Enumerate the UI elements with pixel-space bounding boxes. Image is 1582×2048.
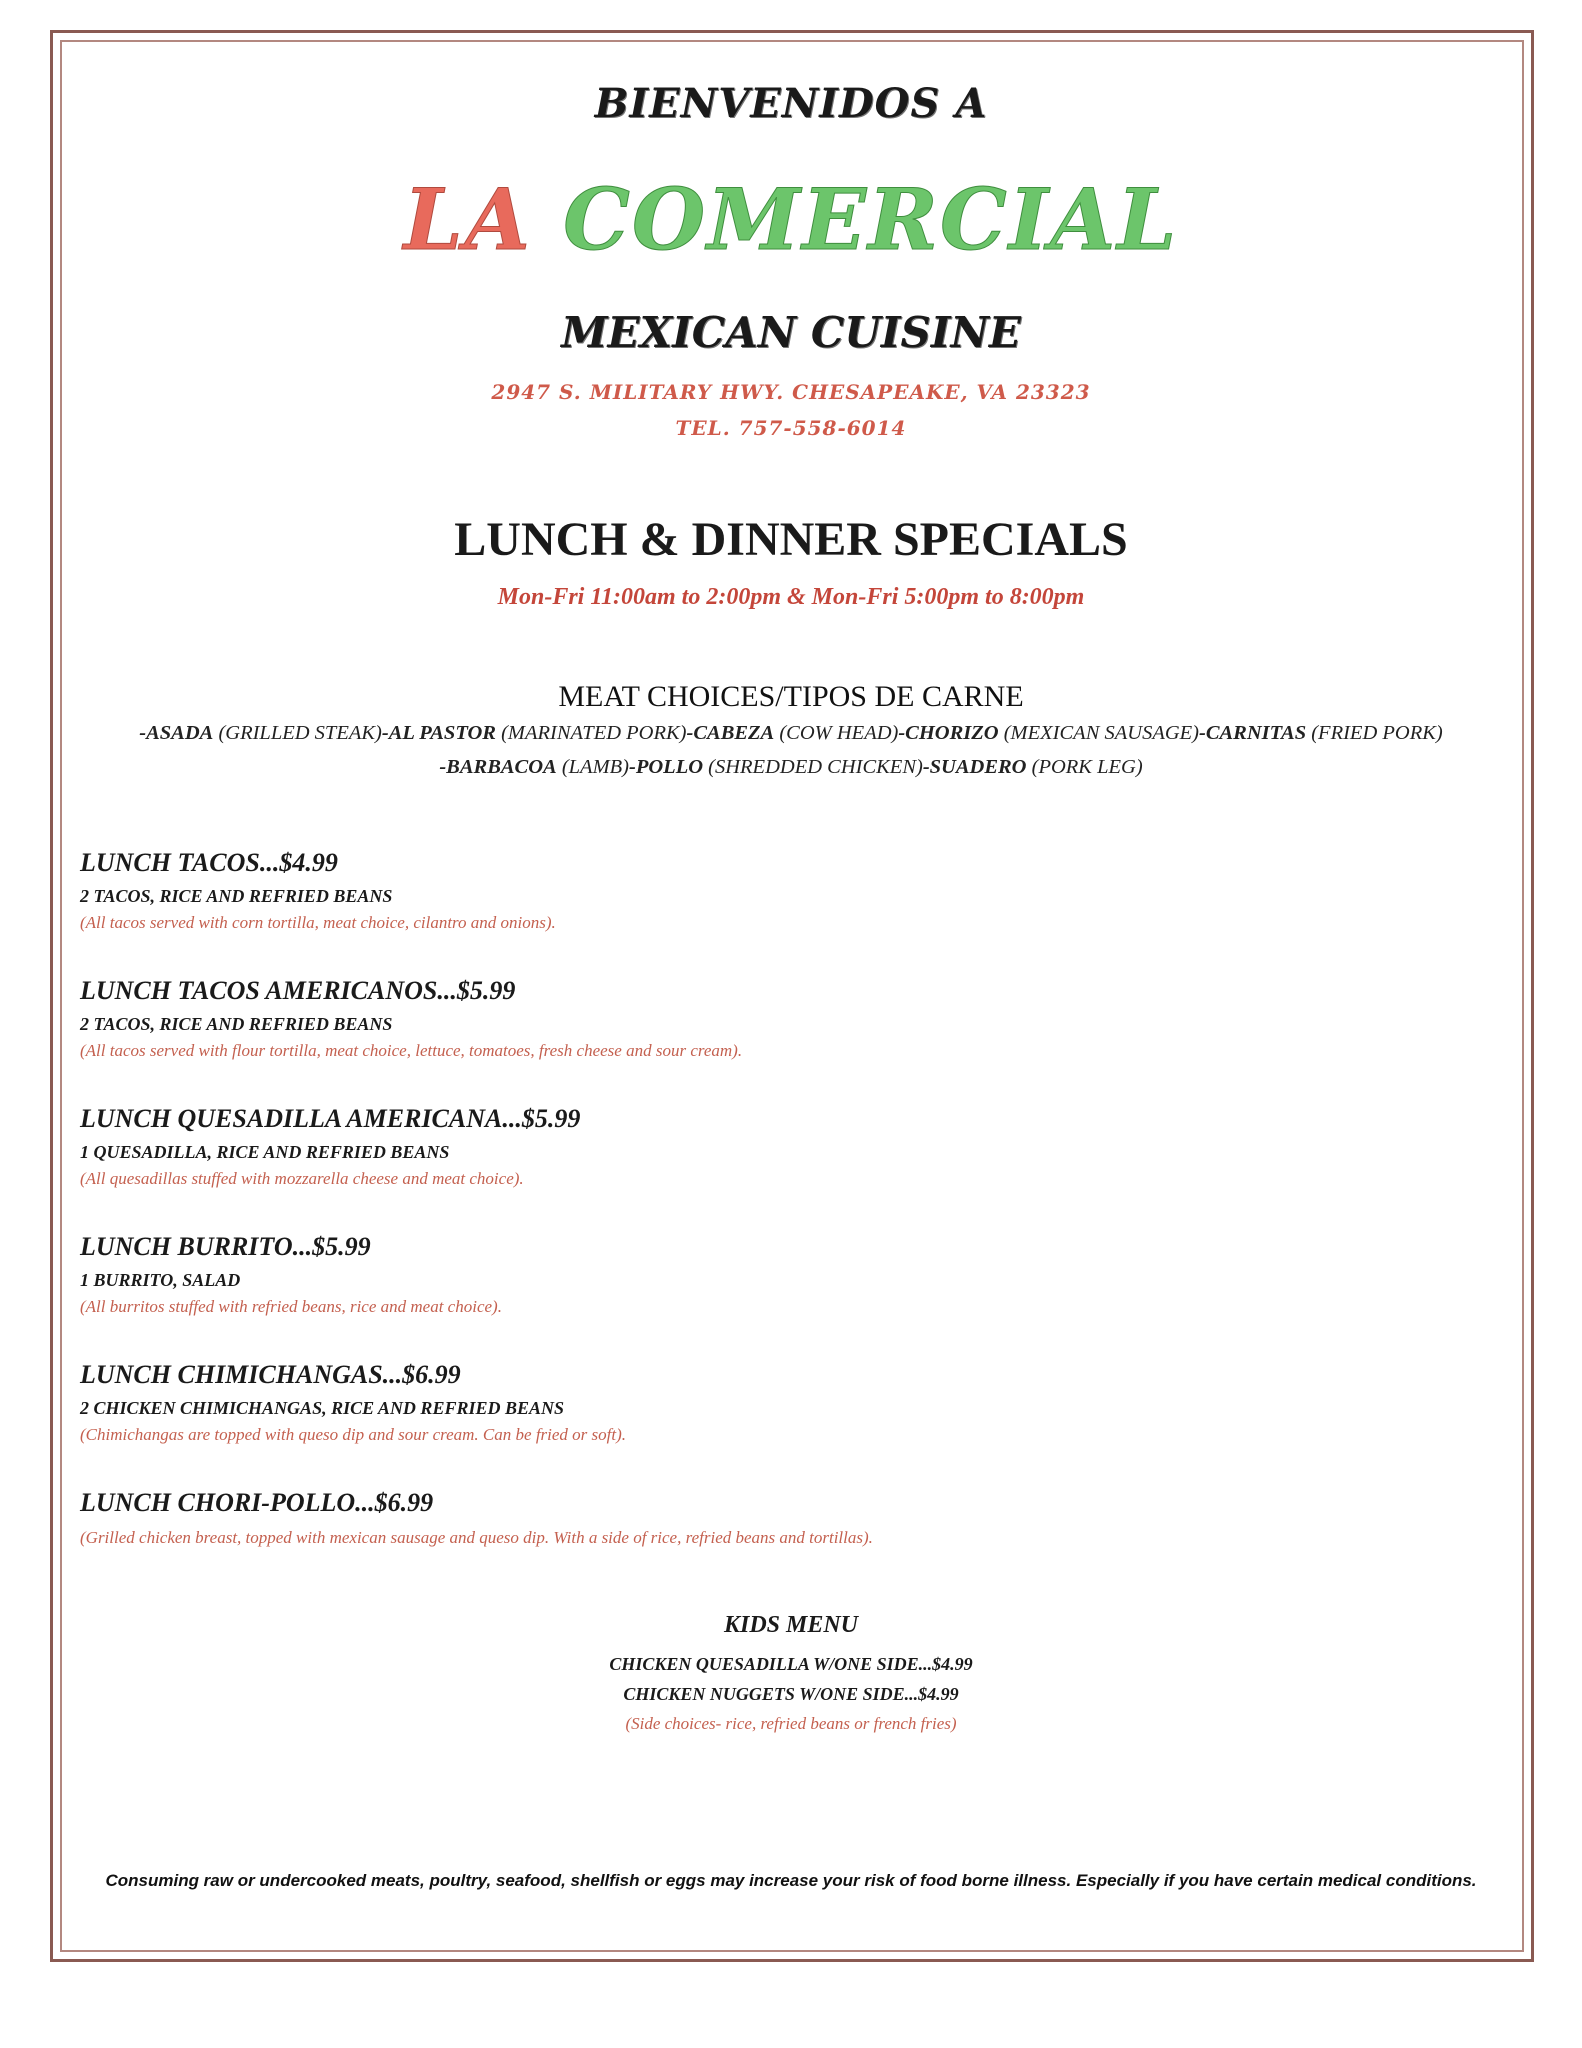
kids-menu-item: CHICKEN QUESADILLA W/ONE SIDE...$4.99 [609, 1654, 973, 1674]
meat-desc: (MEXICAN SAUSAGE) [998, 722, 1199, 744]
menu-item-title: LUNCH QUESADILLA AMERICANA...$5.99 [80, 1104, 581, 1133]
meat-name: -POLLO [629, 756, 704, 778]
menu-item-note: (Grilled chicken breast, topped with mexican sausage and queso dip. With a side of rice, refried beans and tortillas). [80, 1528, 873, 1547]
kids-menu-note: (Side choices- rice, refried beans or french fries) [625, 1714, 957, 1733]
restaurant-name-part1: LA [403, 170, 532, 269]
meat-desc: (PORK LEG) [1026, 756, 1143, 778]
meat-choices-line-2 [0, 756, 1582, 779]
menu-item-contents: 2 TACOS, RICE AND REFRIED BEANS [80, 886, 393, 906]
menu-item-title: LUNCH TACOS AMERICANOS...$5.99 [80, 976, 516, 1005]
meat-desc: (SHREDDED CHICKEN) [703, 756, 923, 778]
menu-item-contents: 1 BURRITO, SALAD [80, 1270, 241, 1290]
meat-name: -BARBACOA [439, 756, 557, 778]
menu-item-contents: 2 CHICKEN CHIMICHANGAS, RICE AND REFRIED BEANS [80, 1398, 564, 1418]
menu-item-title: LUNCH TACOS...$4.99 [80, 848, 338, 877]
kids-menu-item: CHICKEN NUGGETS W/ONE SIDE...$4.99 [623, 1684, 959, 1704]
meat-name: -AL PASTOR [381, 722, 496, 744]
restaurant-name-part2: COMERCIAL [531, 170, 1179, 269]
meat-name: -ASADA [139, 722, 214, 744]
menu-item-title: LUNCH BURRITO...$5.99 [80, 1232, 371, 1261]
menu-item-note: (All burritos stuffed with refried beans, rice and meat choice). [80, 1297, 502, 1316]
specials-title: LUNCH & DINNER SPECIALS [454, 513, 1128, 566]
menu-item-title: LUNCH CHORI-POLLO...$6.99 [80, 1488, 434, 1517]
welcome-heading: BIENVENIDOS A [594, 80, 988, 127]
menu-item [80, 1104, 1500, 1189]
phone: TEL. 757-558-6014 [675, 416, 907, 440]
menu-item-note: (All quesadillas stuffed with mozzarella cheese and meat choice). [80, 1169, 524, 1188]
menu-item [80, 1488, 1500, 1548]
menu-item [80, 1360, 1500, 1445]
menu-item-title: LUNCH CHIMICHANGAS...$6.99 [80, 1360, 461, 1389]
address: 2947 S. MILITARY HWY. CHESAPEAKE, VA 23323 [491, 380, 1091, 404]
meat-choices-line-1 [0, 722, 1582, 745]
specials-hours: Mon-Fri 11:00am to 2:00pm & Mon-Fri 5:00pm to 8:00pm [497, 584, 1085, 610]
menu-item [80, 848, 1500, 933]
meat-desc: (MARINATED PORK) [495, 722, 687, 744]
menu-item-note: (All tacos served with flour tortilla, meat choice, lettuce, tomatoes, fresh cheese and sour cream). [80, 1041, 743, 1060]
meat-name: -SUADERO [922, 756, 1027, 778]
kids-menu-title: KIDS MENU [723, 1612, 859, 1638]
health-disclaimer: Consuming raw or undercooked meats, poultry, seafood, shellfish or eggs may increase your risk of food borne illness. Especially if you have certain medical conditions. [105, 1871, 1477, 1890]
meat-desc: (GRILLED STEAK) [213, 722, 382, 744]
menu-item-note: (All tacos served with corn tortilla, meat choice, cilantro and onions). [80, 913, 556, 932]
menu-item-note: (Chimichangas are topped with queso dip and sour cream. Can be fried or soft). [80, 1425, 627, 1444]
meat-name: -CARNITAS [1199, 722, 1307, 744]
menu-item-contents: 1 QUESADILLA, RICE AND REFRIED BEANS [80, 1142, 450, 1162]
menu-item [80, 976, 1500, 1061]
menu-item-contents: 2 TACOS, RICE AND REFRIED BEANS [80, 1014, 393, 1034]
meat-desc: (COW HEAD) [774, 722, 899, 744]
meat-desc: (LAMB) [556, 756, 630, 778]
meat-desc: (FRIED PORK) [1306, 722, 1443, 744]
meat-name: -CABEZA [686, 722, 775, 744]
restaurant-name [0, 170, 1582, 269]
cuisine-heading: MEXICAN CUISINE [561, 308, 1021, 357]
meat-name: -CHORIZO [898, 722, 999, 744]
menu-item [80, 1232, 1500, 1317]
meat-choices-title: MEAT CHOICES/TIPOS DE CARNE [558, 680, 1024, 713]
